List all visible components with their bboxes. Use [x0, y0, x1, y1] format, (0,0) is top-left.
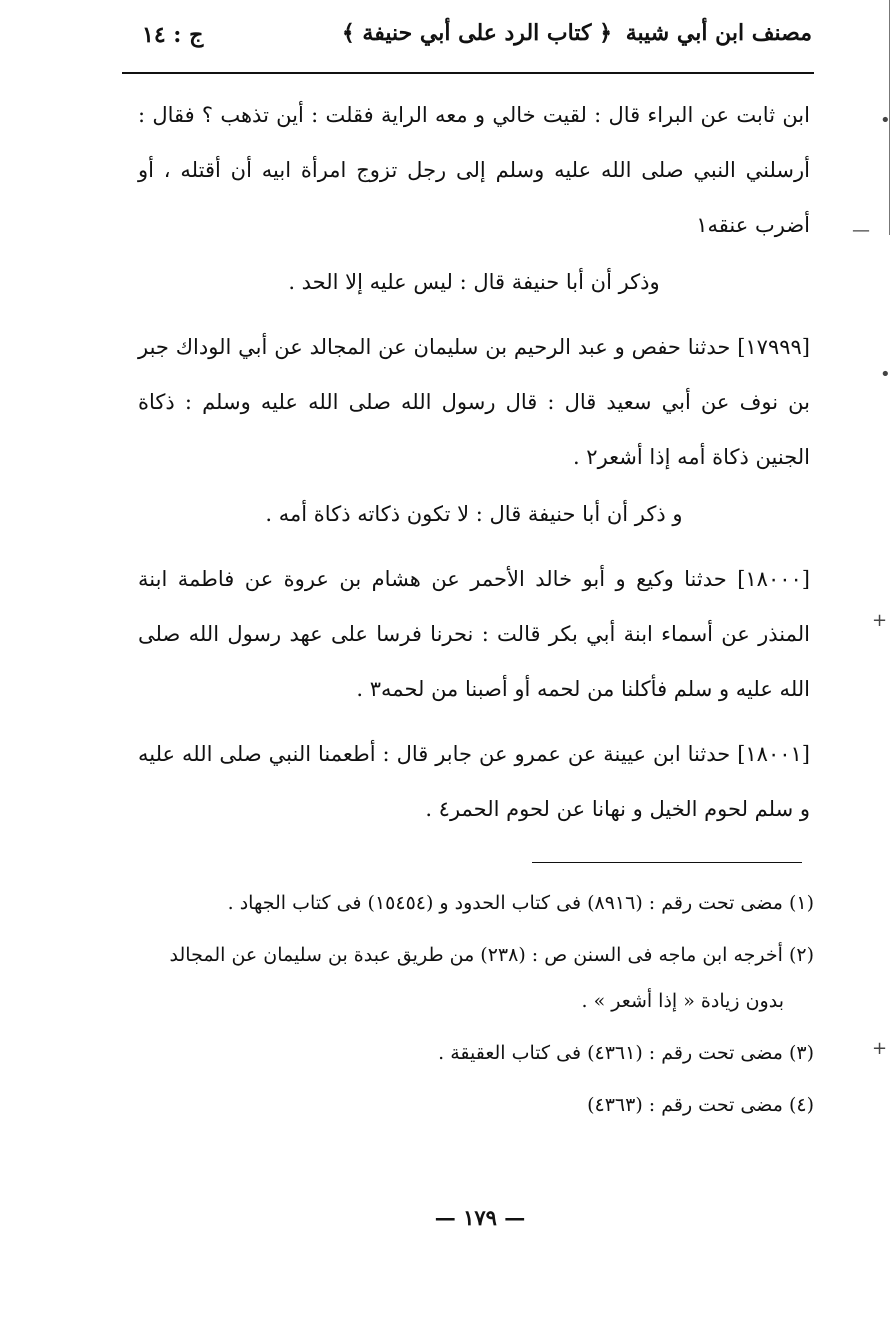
edge-dot-icon: • [880, 364, 891, 385]
main-text [138, 88, 810, 837]
hadith-17999: [١٧٩٩٩] حدثنا حفص و عبد الرحيم بن سليمان عن المجالد عن أبي الوداك جبر بن نوف عن أبي سعيد قال : قال رسول الله صلى الله عليه وسلم : ذكاة الجنين ذكاة أمه إذا أشعر٢ . [138, 335, 810, 469]
hadith-18000: [١٨٠٠٠] حدثنا وكيع و أبو خالد الأحمر عن هشام بن عروة عن فاطمة ابنة المنذر عن أسماء ابنة أبي بكر قالت : نحرنا فرسا على عهد رسول الله صلى الله عليه و سلم فأكلنا من لحمه أو أصبنا من لحمه٣ . [138, 567, 810, 701]
running-header [122, 14, 812, 62]
volume-number: ج : ١٤ [142, 22, 204, 48]
chapter-title: ﴿ كتاب الرد على أبي حنيفة ﴾ [341, 20, 612, 46]
footnote-3: (٣) مضى تحت رقم : (٤٣٦١) فى كتاب العقيقة . [438, 1042, 814, 1064]
footnote-1: (١) مضى تحت رقم : (٨٩١٦) فى كتاب الحدود و (١٥٤٥٤) فى كتاب الجهاد . [227, 892, 814, 914]
book-title: مصنف ابن أبي شيبة [625, 20, 812, 46]
footnotes [138, 880, 814, 1134]
abu-hanifa-comment: و ذكر أن أبا حنيفة قال : لا تكون ذكاته ذكاة أمه . [265, 502, 683, 526]
footnote-2: (٢) أخرجه ابن ماجه فى السنن ص : (٢٣٨) من طريق عبدة بن سليمان عن المجالد بدون زيادة « إذا أشعر » . [169, 944, 814, 1012]
abu-hanifa-comment: وذكر أن أبا حنيفة قال : ليس عليه إلا الحد . [288, 270, 660, 294]
edge-dot-icon: • [880, 110, 891, 131]
paragraph-continuation: ابن ثابت عن البراء قال : لقيت خالي و معه الراية فقلت : أين تذهب ؟ فقال : أرسلني النبي صلى الله عليه وسلم إلى رجل تزوج امرأة ابيه أن أقتله ، أو أضرب عنقه١ [138, 103, 810, 237]
header-rule [122, 72, 814, 74]
crosshair-mark-icon: + [872, 610, 888, 631]
hadith-18001: [١٨٠٠١] حدثنا ابن عيينة عن عمرو عن جابر قال : أطعمنا النبي صلى الله عليه و سلم لحوم الخيل و نهانا عن لحوم الحمر٤ . [138, 742, 810, 821]
footnote-4: (٤) مضى تحت رقم : (٤٣٦٣) [587, 1094, 814, 1116]
page-number: — ١٧٩ — [434, 1205, 526, 1230]
footnote-separator [532, 862, 802, 863]
dash-mark-icon: — [852, 220, 870, 241]
crosshair-mark-icon: + [872, 1038, 888, 1059]
